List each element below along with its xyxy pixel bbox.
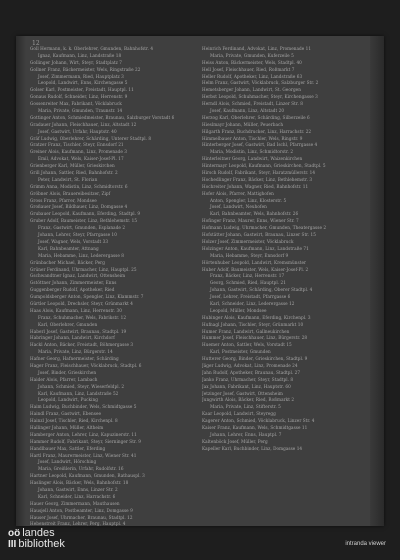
directory-entry-line: Huber Adolf, Baumeister, Wels, Kaiser-Josef-Pl. 2 bbox=[202, 266, 309, 272]
directory-entry-line: Leopold, Müller, Mondsee bbox=[210, 307, 267, 313]
directory-entry-line: Hartl Franz, Maurermeister, Linz, Wiener Str. 41 bbox=[30, 452, 137, 458]
directory-entry-line: Hauser Josef, Uhrmacher, Braunau, Stadtpl. 12 bbox=[30, 514, 133, 520]
directory-entry-line: Himmelbauer Anton, Tischler, Wels, Ringstr. 9 bbox=[202, 135, 303, 141]
directory-entry-line: Peter, Landwirt, St. Florian bbox=[38, 176, 98, 182]
directory-entry-line: Gradauer Johann, Fleischhauer, Linz, Altstadt 12 bbox=[30, 121, 137, 127]
directory-entry-line: Emil, Advokat, Wels, Kaiser-Josef-Pl. 17 bbox=[38, 156, 124, 162]
library-logo[interactable] bbox=[8, 528, 65, 550]
directory-entry-line: Huemer Anton, Sattler, Wels, Vorstadt 15 bbox=[202, 342, 292, 348]
directory-entry-line: Johann, Lehrer, Enns, Hauptpl. 7 bbox=[210, 431, 282, 437]
directory-entry-line: Greiner Alois, Kaufmann, Linz, Promenade 3 bbox=[30, 149, 128, 155]
directory-entry-line: Josef, Zimmermann, Ried, Hauptplatz 3 bbox=[38, 73, 124, 79]
directory-entry-line: Gonaus Rudolf, Schneider, Linz, Herrenstr. 9 bbox=[30, 94, 128, 100]
directory-entry-line: Golser Karl, Postmeister, Freistadt, Hauptpl. 11 bbox=[30, 87, 134, 93]
directory-entry-line: Gürtler Leopold, Drechsler, Steyr, Grünmarkt 4 bbox=[30, 300, 133, 306]
directory-entry-line: Hauer Georg, Zimmermann, Mauthausen bbox=[30, 500, 120, 506]
directory-entry-line: Helm Franz, Gastwirt, Vöcklabruck, Salzburger Str. 2 bbox=[202, 80, 319, 86]
directory-entry-line: Karl, Schneider, Linz, Lederergasse 12 bbox=[210, 300, 295, 306]
directory-entry-line: Hörtenhuber Leopold, Landwirt, Kremsmünster bbox=[202, 259, 307, 265]
page-edge-shadow bbox=[370, 36, 384, 526]
directory-entry-line: Hammer Rudolf, Fabrikant, Steyr, Sierninger Str. 9 bbox=[30, 438, 141, 444]
directory-entry-line: Josef, Gastwirt, Urfahr, Hauptstr. 40 bbox=[38, 128, 117, 134]
directory-entry-line: Herndl Alois, Schmied, Freistadt, Linzer Str. 8 bbox=[202, 101, 303, 107]
directory-entry-line: Maria, Private, Gmunden, Traunstr. 14 bbox=[38, 108, 123, 114]
directory-entry-line: Grüner Ferdinand, Uhrmacher, Linz, Hauptpl. 25 bbox=[30, 266, 137, 272]
directory-entry-line: Gschwandtner Ignaz, Landwirt, Ottensheim bbox=[30, 273, 126, 279]
directory-entry-line: Josef, Kaufmann, Linz, Altstadt 20 bbox=[210, 108, 285, 114]
directory-entry-line: Gratzer Franz, Tischler, Steyr, Ennsdorf 21 bbox=[30, 142, 124, 148]
directory-entry-line: Hieslmayr Johann, Müller, Peuerbach bbox=[202, 121, 284, 127]
directory-entry-line: Maria, Private, Linz, Bürgerstr. 14 bbox=[38, 349, 113, 355]
directory-entry-line: Gollner Franz, Bäckermeister, Wels, Ringstraße 22 bbox=[30, 66, 141, 72]
directory-entry-line: Jetzinger Josef, Gastwirt, Ottensheim bbox=[202, 390, 283, 396]
directory-entry-line: Gottinger Anton, Schmiedmeister, Braunau, Salzburger Vorstadt 6 bbox=[30, 114, 175, 120]
directory-entry-line: Hager Franz, Fleischhauer, Vöcklabruck, Stadtpl. 6 bbox=[30, 362, 142, 368]
right-text-column bbox=[202, 46, 370, 453]
directory-entry-line: Jungwirth Alois, Bäcker, Ried, Roßmarkt 2 bbox=[202, 397, 295, 403]
directory-entry-line: Hirsch Rudolf, Fabrikant, Steyr, Haratzmüllerstr. 14 bbox=[202, 170, 316, 176]
directory-entry-line: Haberl Josef, Gastwirt, Braunau, Stadtpl. 19 bbox=[30, 328, 127, 334]
directory-entry-line: Kapeller Karl, Buchbinder, Linz, Domgasse 14 bbox=[202, 445, 303, 451]
directory-entry-line: Hamberger Anton, Lehrer, Linz, Kapuzinerstr. 11 bbox=[30, 431, 137, 437]
directory-entry-line: Hainzl Josef, Tischler, Ried, Kirchenpl. 8 bbox=[30, 418, 118, 424]
directory-entry-line: Grünbacher Michael, Bäcker, Perg bbox=[30, 259, 105, 265]
directory-entry-line: Hackl Anton, Bäcker, Freistadt, Böhmergasse 3 bbox=[30, 342, 134, 348]
directory-entry-line: Anton, Spengler, Linz, Klosterstr. 5 bbox=[210, 197, 287, 203]
directory-entry-line: Karl, Oberlehrer, Gmunden bbox=[38, 321, 98, 327]
directory-entry-line: Grienberger Karl, Müller, Grieskirchen bbox=[30, 163, 115, 169]
directory-entry-line: Franz, Gastwirt, Gmunden, Esplanade 2 bbox=[38, 225, 126, 231]
directory-entry-line: Josef, Lehrer, Freistadt, Pfarrgasse 6 bbox=[210, 294, 291, 300]
directory-entry-line: Gröbner Alois, Brauereibesitzer, Zipf bbox=[30, 190, 111, 196]
directory-entry-line: Josef, Wagner, Wels, Vorstadt 33 bbox=[38, 238, 109, 244]
directory-entry-line: Josef, Landwirt, Neuhofen bbox=[210, 204, 267, 210]
directory-entry-line: Grubauer Leopold, Kaufmann, Eferding, Stadtpl. 9 bbox=[30, 211, 141, 217]
page-number: 12 bbox=[32, 40, 40, 47]
directory-entry-line: Hofer Alois, Pfarrer, Mattighofen bbox=[202, 190, 274, 196]
directory-entry-line: Gstöttner Johann, Zimmermeister, Enns bbox=[30, 280, 117, 286]
directory-entry-line: Hemetsberger Johann, Landwirt, St. Georgen bbox=[202, 87, 301, 93]
directory-entry-line: Holzer Josef, Zimmermeister, Vöcklabruck bbox=[202, 238, 294, 244]
directory-entry-line: Heller Rudolf, Apotheker, Linz, Landstraße 63 bbox=[202, 73, 303, 79]
directory-entry-line: Janko Franz, Uhrmacher, Steyr, Stadtpl. 8 bbox=[202, 376, 294, 382]
directory-entry-line: Karl, Kaufmann, Linz, Landstraße 52 bbox=[38, 390, 119, 396]
directory-entry-line: Hausjell Anton, Postbeamter, Linz, Domgasse 9 bbox=[30, 507, 133, 513]
directory-entry-line: Hutterer Georg, Binder, Grieskirchen, Stadtpl. 9 bbox=[202, 356, 308, 362]
directory-entry-line: Maria, Private, Gmunden, Kuferzeile 5 bbox=[210, 52, 294, 58]
directory-entry-line: Jahn Rudolf, Apotheker, Braunau, Stadtpl. 27 bbox=[202, 369, 301, 375]
directory-entry-line: Maria, Modistin, Linz, Schmidtorstr. 2 bbox=[210, 149, 294, 155]
directory-entry-line: Hartner Leopold, Kaufmann, Gmunden, Rathauspl. 3 bbox=[30, 473, 145, 479]
directory-entry-line: Hinterberger Josef, Gastwirt, Bad Ischl, Pfarrgasse 4 bbox=[202, 142, 318, 148]
directory-entry-line: Gumpoldsberger Anton, Spengler, Linz, Klammstr. 7 bbox=[30, 294, 144, 300]
directory-entry-line: Guggenberger Rudolf, Apotheker, Ried bbox=[30, 287, 115, 293]
directory-entry-line: Josef, Landwirt, Hörsching bbox=[38, 459, 97, 465]
directory-entry-line: Hufnagl Johann, Tischler, Steyr, Grünmarkt 10 bbox=[202, 321, 304, 327]
directory-entry-line: Georg, Schmied, Ried, Hauptpl. 21 bbox=[210, 280, 286, 286]
directory-entry-line: Haindl Franz, Gastwirt, Ebensee bbox=[30, 411, 102, 417]
directory-entry-line: Franz, Bäcker, Linz, Herrenstr. 17 bbox=[210, 273, 285, 279]
directory-entry-line: Jäger Ludwig, Advokat, Linz, Promenade 24 bbox=[202, 362, 298, 368]
directory-entry-line: Karl, Schneider, Linz, Harrachstr. 6 bbox=[38, 493, 116, 499]
directory-entry-line: Hofinger Franz, Maurer, Enns, Wiener Str. 7 bbox=[202, 218, 299, 224]
directory-entry-line: Kagerer Anton, Schmied, Vöcklabruck, Linzer Str. 4 bbox=[202, 418, 315, 424]
logo-prefix-top: oö bbox=[8, 528, 21, 539]
page-gutter-shadow bbox=[16, 36, 26, 526]
directory-entry-line: Grimm Anna, Modistin, Linz, Schmidtorstr. 6 bbox=[30, 183, 128, 189]
directory-entry-line: Gollinger Johann, Wirt, Steyr, Stadtplatz 7 bbox=[30, 59, 122, 65]
directory-entry-line: Heiss Anton, Bäckermeister, Wels, Stadtpl. 40 bbox=[202, 59, 302, 65]
directory-entry-line: Maria, Hebamme, Linz, Lederergasse 8 bbox=[38, 252, 125, 258]
directory-entry-line: Kaar Leopold, Landwirt, Steyregg bbox=[202, 411, 276, 417]
directory-entry-line: Jax Johann, Fabrikant, Linz, Hauptstr. 60 bbox=[202, 383, 291, 389]
directory-entry-line: Karl, Bahnbeamter, Wels, Bahnhofstr. 26 bbox=[210, 211, 299, 217]
directory-entry-line: Humer Franz, Landwirt, Gallneukirchen bbox=[202, 328, 290, 334]
logo-line-bottom bbox=[8, 539, 65, 550]
logo-word-top: landes bbox=[22, 527, 55, 539]
directory-entry-line: Hummer Josef, Fleischhauer, Linz, Bürgerstr. 28 bbox=[202, 335, 308, 341]
directory-entry-line: Hafner Georg, Hafnermeister, Schärding bbox=[30, 356, 119, 362]
directory-entry-line: Maria, Private, Linz, Stifterstr. 5 bbox=[210, 404, 281, 410]
directory-entry-line: Goll Hermann, k. k. Oberlehrer, Gmunden, Bahnhofstr. 4 bbox=[30, 46, 154, 51]
directory-entry-line: Haas Alois, Kaufmann, Linz, Herrenstr. 30 bbox=[30, 307, 122, 313]
logo-prefix-bottom: III bbox=[8, 539, 17, 550]
directory-entry-line: Johann, Schmied, Steyr, Wieserfeldpl. 2 bbox=[38, 383, 125, 389]
directory-entry-line: Gossenreiter Max, Fabrikant, Vöcklabruck bbox=[30, 101, 122, 107]
left-text-column bbox=[30, 46, 198, 526]
directory-entry-line: Leopold, Landwirt, Enns, Kirchengasse 5 bbox=[38, 80, 128, 86]
directory-entry-line: Hochreiter Johann, Wagner, Ried, Bahnhofstr. 11 bbox=[202, 183, 309, 189]
directory-entry-line: Hubinger Alois, Kaufmann, Eferding, Kirchenpl. 3 bbox=[202, 314, 311, 320]
directory-entry-line: Josef, Binder, Grieskirchen bbox=[38, 369, 97, 375]
directory-entry-line: Hofstätter Johann, Gastwirt, Braunau, Linzer Str. 15 bbox=[202, 232, 316, 238]
directory-entry-line: Hilgarth Franz, Buchdrucker, Linz, Harrachstr. 22 bbox=[202, 128, 312, 134]
directory-entry-line: Johann, Lehrer, Steyr, Pfarrgasse 10 bbox=[38, 232, 117, 238]
directory-entry-line: Heinrich Ferdinand, Advokat, Linz, Promenade 11 bbox=[202, 46, 312, 51]
directory-entry-line: Gräf Ludwig, Oberlehrer, Schärding, Unterer Stadtpl. 8 bbox=[30, 135, 152, 141]
directory-entry-line: Großauer Josef, Bildhauer, Linz, Domgasse 4 bbox=[30, 204, 128, 210]
directory-entry-line: Kaltenböck Josef, Müller, Perg bbox=[202, 438, 268, 444]
directory-entry-line: Herbst Leopold, Schuhmacher, Steyr, Kirchengasse 3 bbox=[202, 94, 318, 100]
directory-entry-line: Hinterleitner Georg, Landwirt, Waizenkirchen bbox=[202, 156, 303, 162]
directory-entry-line: Karl, Postmeister, Gmunden bbox=[210, 349, 271, 355]
directory-entry-line: Handlbauer Max, Sattler, Eferding bbox=[30, 445, 106, 451]
directory-entry-line: Hebenstreit Franz, Lehrer, Perg, Hauptpl. 4 bbox=[30, 521, 126, 526]
directory-entry-line: Franz, Schuhmacher, Wels, Fabrikstr. 12 bbox=[38, 314, 127, 320]
directory-entry-line: Kaiser Franz, Kaufmann, Wels, Schmidtgasse 11 bbox=[202, 424, 308, 430]
directory-entry-line: Hintermayr Leopold, Kaufmann, Grieskirchen, Stadtpl. 5 bbox=[202, 163, 326, 169]
directory-entry-line: Gruber Adolf, Baumeister, Linz, Bethlehemstr. 15 bbox=[30, 218, 138, 224]
directory-entry-line: Maria, Hebamme, Steyr, Ennsdorf 9 bbox=[210, 252, 289, 258]
logo-word-bottom: bibliothek bbox=[18, 538, 65, 550]
viewer-brand-label[interactable]: intranda viewer bbox=[345, 541, 386, 547]
directory-entry-line: Ignaz, Kaufmann, Linz, Landstraße 18 bbox=[38, 52, 122, 58]
directory-entry-line: Karl, Bahnbeamter, Attnang bbox=[38, 245, 99, 251]
directory-entry-line: Johann, Gastwirt, Schärding, Oberer Stadtpl. 4 bbox=[210, 287, 313, 293]
directory-entry-line: Haim Ludwig, Buchbinder, Wels, Schmidtgasse 5 bbox=[30, 404, 137, 410]
directory-entry-line: Haider Alois, Pfarrer, Lambach bbox=[30, 376, 98, 382]
directory-entry-line: Habringer Johann, Landwirt, Kirchdorf bbox=[30, 335, 115, 341]
directory-entry-line: Maria, Greißlerin, Urfahr, Rudolfstr. 16 bbox=[38, 466, 124, 472]
directory-entry-line: Hofmann Ludwig, Uhrmacher, Gmunden, Theatergasse 2 bbox=[202, 225, 327, 231]
scanned-page[interactable] bbox=[16, 36, 384, 526]
directory-entry-line: Grill Johann, Sattler, Ried, Bahnhofstr. 2 bbox=[30, 170, 118, 176]
directory-entry-line: Gross Franz, Pfarrer, Mondsee bbox=[30, 197, 97, 203]
directory-entry-line: Hochedlinger Franz, Bäcker, Linz, Bethlehemstr. 3 bbox=[202, 176, 313, 182]
directory-entry-line: Holzinger Anton, Kaufmann, Linz, Landstraße 71 bbox=[202, 245, 309, 251]
directory-entry-line: Johann, Gastwirt, Enns, Linzer Str. 2 bbox=[38, 487, 118, 492]
directory-entry-line: Hallinger Johann, Müller, Altheim bbox=[30, 424, 104, 430]
directory-entry-line: Herzog Karl, Oberlehrer, Schärding, Silberzeile 6 bbox=[202, 114, 310, 120]
directory-entry-line: Leopold, Landwirt, Pucking bbox=[38, 397, 99, 403]
directory-entry-line: Hell Josef, Fleischhauer, Ried, Roßmarkt 7 bbox=[202, 66, 295, 72]
directory-entry-line: Haslinger Alois, Bäcker, Wels, Bahnhofstr. 18 bbox=[30, 480, 129, 486]
